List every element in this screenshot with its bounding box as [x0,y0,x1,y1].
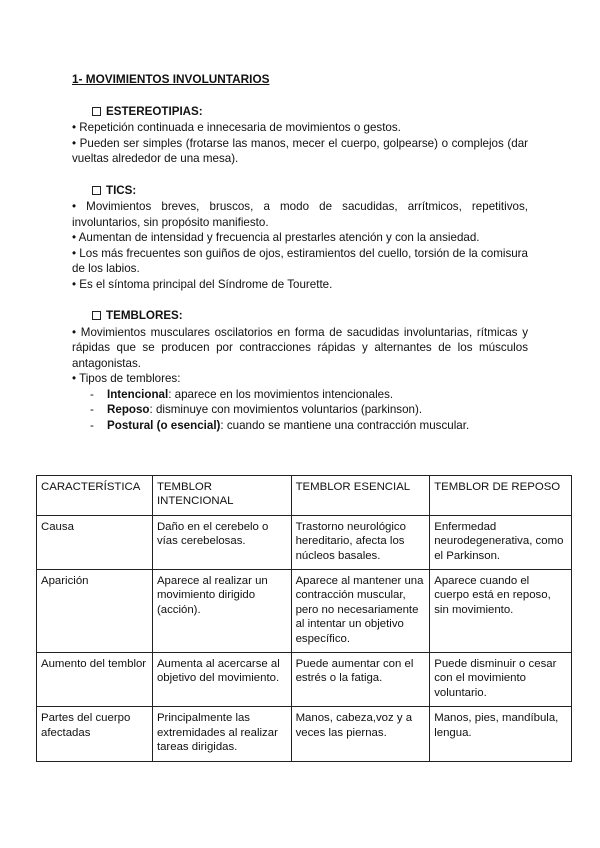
table-cell: Principalmente las extremidades al realizar tareas dirigidas. [152,707,291,761]
table-cell: Aparece cuando el cuerpo está en reposo, sin movimiento. [430,570,572,653]
table-header-cell: TEMBLOR ESENCIAL [291,476,430,516]
table-cell: Aumento del temblor [37,653,153,707]
bullet-item: • Pueden ser simples (frotarse las manos, mecer el cuerpo, golpearse) o complejos (dar vueltas alrededor de una mesa). [72,136,528,165]
dash-marker: - [90,418,94,432]
table-cell: Enfermedad neurodegenerativa, como el Parkinson. [430,515,572,569]
checkbox-icon [92,186,101,195]
section-heading-label: ESTEREOTIPIAS: [106,104,203,118]
list-item [90,387,528,403]
document-body [72,72,528,433]
table-header-cell: TEMBLOR INTENCIONAL [152,476,291,516]
section-heading-label: TEMBLORES: [106,309,183,322]
section-heading-label: TICS: [106,183,137,197]
page-title: 1- MOVIMIENTOS INVOLUNTARIOS [72,72,270,86]
type-term: Postural (o esencial) [107,418,221,432]
table-row [37,653,572,707]
list-item [90,418,528,434]
checkbox-icon [92,311,101,320]
bullet-item: • Es el síntoma principal del Síndrome de Tourette. [72,277,333,291]
table-cell: Aparece al mantener una contracción muscular, pero no necesariamente al intentar un objetivo específico. [291,570,430,653]
table-header-row [37,476,572,516]
type-term: Reposo [107,403,150,416]
table-cell: Causa [37,515,153,569]
table-cell: Aparición [37,570,153,653]
type-text: : cuando se mantiene una contracción muscular. [220,418,470,432]
type-text: : aparece en los movimientos intencionales. [168,387,394,401]
tremor-types-list [90,387,528,434]
table-header-cell: CARACTERÍSTICA [37,476,153,516]
table-row [37,570,572,653]
bullet-item: • Aumentan de intensidad y frecuencia al prestarles atención y con la ansiedad. [72,231,480,244]
table-cell: Aparece al realizar un movimiento dirigido (acción). [152,570,291,653]
type-text: : disminuye con movimientos voluntarios (parkinson). [149,403,423,416]
table-cell: Aumenta al acercarse al objetivo del movimiento. [152,653,291,707]
bullet-item: • Repetición continuada e innecesaria de movimientos o gestos. [72,121,401,134]
comparison-table [36,475,572,762]
table-cell: Partes del cuerpo afectadas [37,707,153,761]
dash-marker: - [90,387,94,401]
section-heading-estereotipias [92,104,528,120]
section-heading-temblores [92,308,528,324]
bullet-item: • Los más frecuentes son guiños de ojos, estiramientos del cuello, torsión de la comisura de los labios. [72,246,528,275]
table-cell: Puede aumentar con el estrés o la fatiga. [291,653,430,707]
table-cell: Manos, pies, mandíbula, lengua. [430,707,572,761]
list-item [90,402,528,418]
table-cell: Puede disminuir o cesar con el movimiento voluntario. [430,653,572,707]
table-cell: Daño en el cerebelo o vías cerebelosas. [152,515,291,569]
table-cell: Manos, cabeza,voz y a veces las piernas. [291,707,430,761]
bullet-item: • Movimientos breves, bruscos, a modo de sacudidas, arrítmicos, repetitivos, involuntarios, sin propósito manifiesto. [72,200,528,229]
table-row [37,515,572,569]
table-header-cell: TEMBLOR DE REPOSO [430,476,572,516]
type-term: Intencional [107,387,169,401]
table-cell: Trastorno neurológico hereditario, afecta los núcleos basales. [291,515,430,569]
table-row [37,707,572,761]
checkbox-icon [92,107,101,116]
dash-marker: - [90,403,94,416]
bullet-item: • Tipos de temblores: [72,372,181,385]
bullet-item: • Movimientos musculares oscilatorios en forma de sacudidas involuntarias, rítmicas y rápidas que se producen por contracciones rápidas y alternantes de los músculos antagonistas. [72,325,528,370]
section-heading-tics [92,183,528,199]
